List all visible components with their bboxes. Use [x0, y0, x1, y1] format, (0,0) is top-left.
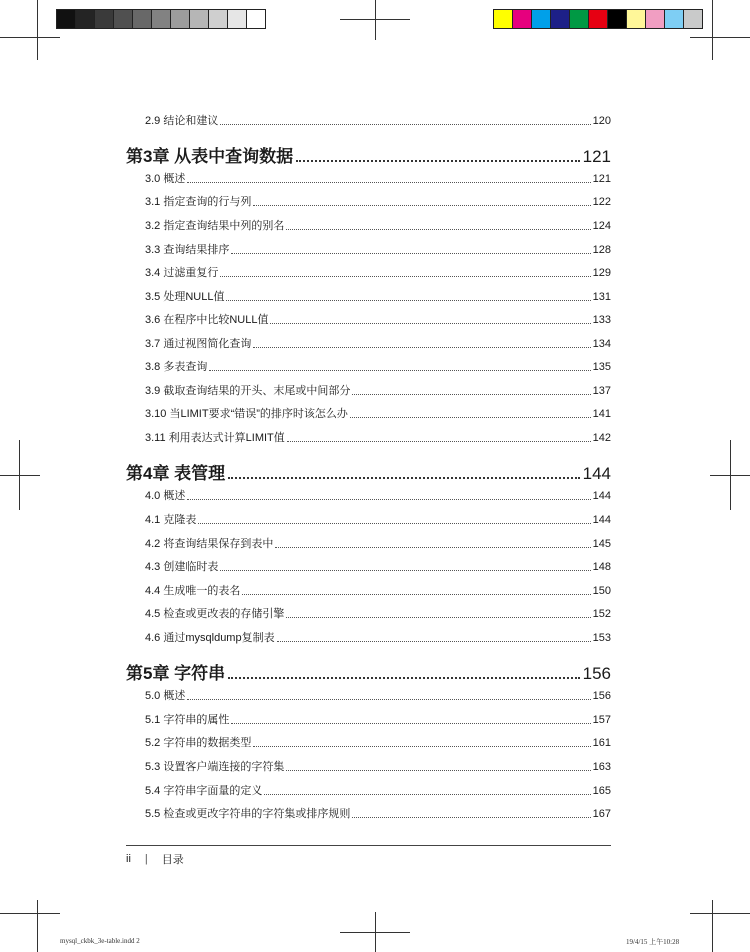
toc-page-number: 153 — [592, 632, 611, 644]
toc-entry-title: 4.0 概述 — [145, 490, 186, 502]
toc-page-number: 165 — [592, 785, 611, 797]
toc-entry-title: 5.0 概述 — [145, 690, 186, 702]
toc-entry-title: 第4章 表管理 — [126, 464, 226, 483]
toc-page-number: 129 — [592, 267, 611, 279]
toc-entry-title: 3.1 指定查询的行与列 — [145, 196, 252, 208]
toc-entry-title: 4.2 将查询结果保存到表中 — [145, 538, 274, 550]
dot-leader — [253, 746, 590, 747]
dot-leader — [220, 124, 590, 125]
toc-page-number: 156 — [592, 690, 611, 702]
toc-page-number: 134 — [592, 338, 611, 350]
toc-page-number: 142 — [592, 432, 611, 444]
toc-page-number: 167 — [592, 808, 611, 820]
toc-section-entry[interactable] — [145, 689, 611, 703]
dot-leader — [220, 570, 590, 571]
toc-entry-title: 3.4 过滤重复行 — [145, 267, 219, 279]
toc-section-entry[interactable] — [145, 172, 611, 186]
toc-section-entry[interactable] — [145, 489, 611, 503]
toc-page-number: 135 — [592, 361, 611, 373]
toc-entry-title: 3.5 处理NULL值 — [145, 291, 225, 303]
toc-page-number: 161 — [592, 737, 611, 749]
toc-section-entry[interactable] — [145, 713, 611, 727]
toc-chapter-entry[interactable] — [126, 463, 611, 485]
dot-leader — [275, 547, 590, 548]
toc-page-number: 124 — [592, 220, 611, 232]
toc-section-entry[interactable] — [145, 631, 611, 645]
toc-section-entry[interactable] — [145, 219, 611, 233]
toc-page-number: 144 — [592, 490, 611, 502]
dot-leader — [286, 770, 590, 771]
dot-leader — [264, 794, 590, 795]
toc-page-number: 148 — [592, 561, 611, 573]
toc-section-entry[interactable] — [145, 114, 611, 128]
toc-page-number: 150 — [592, 585, 611, 597]
dot-leader — [286, 617, 590, 618]
toc-entry-title: 5.2 字符串的数据类型 — [145, 737, 252, 749]
toc-section-entry[interactable] — [145, 784, 611, 798]
toc-page-number: 121 — [582, 147, 611, 166]
toc-page-number: 133 — [592, 314, 611, 326]
toc-page-number: 144 — [582, 464, 611, 483]
toc-page-number: 122 — [592, 196, 611, 208]
toc-entry-title: 5.5 检查或更改字符串的字符集或排序规则 — [145, 808, 351, 820]
dot-leader — [187, 499, 590, 500]
dot-leader — [286, 229, 590, 230]
toc-entry-title: 4.1 克隆表 — [145, 514, 197, 526]
toc-section-entry[interactable] — [145, 560, 611, 574]
footer-rule — [126, 845, 611, 846]
toc-entry-title: 3.11 利用表达式计算LIMIT值 — [145, 432, 285, 444]
toc-entry-title: 第5章 字符串 — [126, 664, 226, 683]
dot-leader — [228, 477, 579, 479]
page-footer — [126, 851, 184, 867]
toc-section-entry[interactable] — [145, 513, 611, 527]
dot-leader — [220, 276, 590, 277]
dot-leader — [352, 394, 590, 395]
toc-entry-title: 3.8 多表查询 — [145, 361, 208, 373]
toc-page-number: 131 — [592, 291, 611, 303]
toc-page-number: 137 — [592, 385, 611, 397]
toc-entry-title: 5.3 设置客户端连接的字符集 — [145, 761, 285, 773]
toc-chapter-entry[interactable] — [126, 146, 611, 168]
toc-entry-title: 3.10 当LIMIT要求“错误”的排序时该怎么办 — [145, 408, 348, 420]
toc-section-entry[interactable] — [145, 360, 611, 374]
dot-leader — [228, 677, 579, 679]
toc-page-number: 144 — [592, 514, 611, 526]
toc-section-entry[interactable] — [145, 537, 611, 551]
toc-section-entry[interactable] — [145, 313, 611, 327]
toc-section-entry[interactable] — [145, 195, 611, 209]
toc-page-number: 145 — [592, 538, 611, 550]
toc-entry-title: 3.6 在程序中比较NULL值 — [145, 314, 269, 326]
dot-leader — [296, 160, 579, 162]
dot-leader — [253, 205, 590, 206]
toc-section-entry[interactable] — [145, 584, 611, 598]
toc-section-entry[interactable] — [145, 266, 611, 280]
toc-entry-title: 4.4 生成唯一的表名 — [145, 585, 241, 597]
date-slug: 19/4/15 上午10:28 — [626, 938, 680, 946]
footer-section-name: 目录 — [161, 854, 184, 866]
toc-section-entry[interactable] — [145, 807, 611, 821]
dot-leader — [226, 300, 590, 301]
toc-entry-title: 3.0 概述 — [145, 173, 186, 185]
dot-leader — [277, 641, 591, 642]
toc-page-number: 120 — [592, 115, 611, 127]
toc-section-entry[interactable] — [145, 290, 611, 304]
toc-entry-title: 4.6 通过mysqldump复制表 — [145, 632, 275, 644]
page-numeral: ii — [126, 853, 131, 865]
toc-section-entry[interactable] — [145, 407, 611, 421]
toc-entry-title: 4.3 创建临时表 — [145, 561, 219, 573]
toc-section-entry[interactable] — [145, 736, 611, 750]
toc-page-number: 128 — [592, 244, 611, 256]
dot-leader — [187, 699, 590, 700]
toc-section-entry[interactable] — [145, 384, 611, 398]
toc-entry-title: 3.7 通过视图简化查询 — [145, 338, 252, 350]
toc-entry-title: 第3章 从表中查询数据 — [126, 147, 294, 166]
toc-page-number: 141 — [592, 408, 611, 420]
toc-page-number: 163 — [592, 761, 611, 773]
toc-entry-title: 5.1 字符串的属性 — [145, 714, 230, 726]
dot-leader — [198, 523, 590, 524]
toc-section-entry[interactable] — [145, 431, 611, 445]
dot-leader — [287, 441, 591, 442]
toc-section-entry[interactable] — [145, 760, 611, 774]
toc-section-entry[interactable] — [145, 243, 611, 257]
dot-leader — [231, 253, 590, 254]
dot-leader — [242, 594, 590, 595]
toc-page-number: 156 — [582, 664, 611, 683]
toc-page-number: 157 — [592, 714, 611, 726]
dot-leader — [253, 347, 590, 348]
toc-page-number: 152 — [592, 608, 611, 620]
dot-leader — [209, 370, 590, 371]
dot-leader — [350, 417, 591, 418]
toc-entry-title: 5.4 字符串字面量的定义 — [145, 785, 263, 797]
dot-leader — [270, 323, 590, 324]
dot-leader — [352, 817, 590, 818]
dot-leader — [231, 723, 590, 724]
toc-section-entry[interactable] — [145, 607, 611, 621]
dot-leader — [187, 182, 590, 183]
toc-entry-title: 4.5 检查或更改表的存储引擎 — [145, 608, 285, 620]
toc-entry-title: 3.2 指定查询结果中列的别名 — [145, 220, 285, 232]
toc-entry-title: 2.9 结论和建议 — [145, 115, 219, 127]
footer-separator: | — [144, 853, 148, 865]
toc-entry-title: 3.3 查询结果排序 — [145, 244, 230, 256]
toc-chapter-entry[interactable] — [126, 663, 611, 685]
toc-entry-title: 3.9 截取查询结果的开头、末尾或中间部分 — [145, 385, 351, 397]
toc-section-entry[interactable] — [145, 337, 611, 351]
file-slug: mysql_ckbk_3e-table.indd 2 — [60, 937, 140, 945]
toc-page-number: 121 — [592, 173, 611, 185]
